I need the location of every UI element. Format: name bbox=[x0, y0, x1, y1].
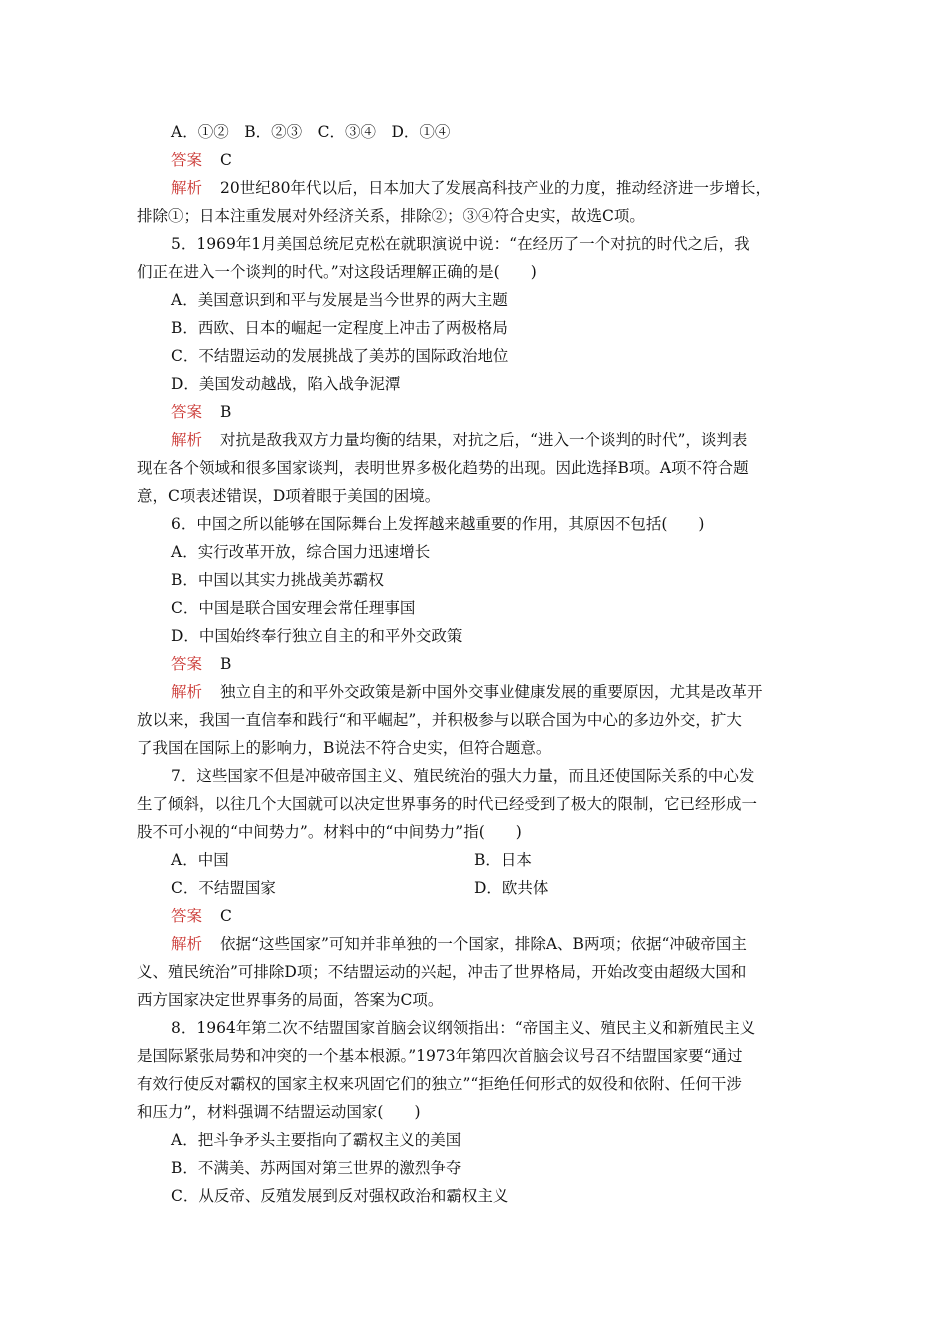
q7-analysis-line: 解析 依据“这些国家”可知并非单独的一个国家，排除A、B两项；依据“冲破帝国主 bbox=[171, 935, 747, 953]
analysis-label: 解析 bbox=[171, 431, 203, 449]
q7-analysis-line: 西方国家决定世界事务的局面，答案为C项。 bbox=[137, 991, 444, 1009]
answer-value: B bbox=[220, 655, 232, 673]
answer-label: 答案 bbox=[171, 403, 203, 421]
answer-value: C bbox=[220, 907, 232, 925]
answer-value: B bbox=[220, 403, 232, 421]
q5-option-d: D．美国发动越战，陷入战争泥潭 bbox=[171, 375, 401, 393]
q5-stem-line: 5．1969年1月美国总统尼克松在就职演说中说：“在经历了一个对抗的时代之后，我 bbox=[171, 235, 750, 253]
q7-option-c: C．不结盟国家 bbox=[171, 879, 276, 897]
q4-analysis-line: 解析 20世纪80年代以后，日本加大了发展高科技产业的力度，推动经济进一步增长， bbox=[171, 179, 771, 197]
q6-option-d: D．中国始终奉行独立自主的和平外交政策 bbox=[171, 627, 463, 645]
q6-answer bbox=[137, 650, 817, 678]
q6-analysis-line: 放以来，我国一直信奉和践行“和平崛起”，并积极参与以联合国为中心的多边外交，扩大 bbox=[137, 711, 742, 729]
q8-stem-line: 有效行使反对霸权的国家主权来巩固它们的独立”“拒绝任何形式的奴役和依附、任何干涉 bbox=[137, 1075, 742, 1093]
q8-option-b: B．不满美、苏两国对第三世界的激烈争夺 bbox=[171, 1159, 462, 1177]
q4-analysis-line: 排除①；日本注重发展对外经济关系，排除②；③④符合史实，故选C项。 bbox=[137, 207, 645, 225]
q7-options-row bbox=[137, 846, 817, 874]
q7-option-d: D．欧共体 bbox=[474, 879, 549, 897]
q6-option-c: C．中国是联合国安理会常任理事国 bbox=[171, 599, 416, 617]
analysis-label: 解析 bbox=[171, 935, 203, 953]
q5-analysis-line: 解析 对抗是敌我双方力量均衡的结果，对抗之后，“进入一个谈判的时代”，谈判表 bbox=[171, 431, 748, 449]
question-content bbox=[137, 118, 817, 1210]
q6-option-b: B．中国以其实力挑战美苏霸权 bbox=[171, 571, 384, 589]
q5-analysis-line: 现在各个领域和很多国家谈判，表明世界多极化趋势的出现。因此选择B项。A项不符合题 bbox=[137, 459, 749, 477]
q5-option-c: C．不结盟运动的发展挑战了美苏的国际政治地位 bbox=[171, 347, 509, 365]
q4-options: A．①② B．②③ C．③④ D．①④ bbox=[171, 123, 451, 141]
q6-analysis-line: 解析 独立自主的和平外交政策是新中国外交事业健康发展的重要原因，尤其是改革开 bbox=[171, 683, 763, 701]
answer-label: 答案 bbox=[171, 907, 203, 925]
q5-answer bbox=[137, 398, 817, 426]
q7-stem-line: 生了倾斜，以往几个大国就可以决定世界事务的时代已经受到了极大的限制，它已经形成一 bbox=[137, 795, 758, 813]
q7-analysis-line: 义、殖民统治”可排除D项；不结盟运动的兴起，冲击了世界格局，开始改变由超级大国和 bbox=[137, 963, 747, 981]
q6-option-a: A．实行改革开放，综合国力迅速增长 bbox=[171, 543, 431, 561]
q7-stem-line: 7．这些国家不但是冲破帝国主义、殖民统治的强大力量，而且还使国际关系的中心发 bbox=[171, 767, 755, 785]
q7-option-a: A．中国 bbox=[171, 851, 229, 869]
q7-stem-line: 股不可小视的“中间势力”。材料中的“中间势力”指( ) bbox=[137, 823, 522, 841]
answer-label: 答案 bbox=[171, 655, 203, 673]
q8-option-a: A．把斗争矛头主要指向了霸权主义的美国 bbox=[171, 1131, 462, 1149]
q8-stem-line: 是国际紧张局势和冲突的一个基本根源。”1973年第四次首脑会议号召不结盟国家要“通过 bbox=[137, 1047, 743, 1065]
q6-analysis-line: 了我国在国际上的影响力，B说法不符合史实，但符合题意。 bbox=[137, 739, 552, 757]
q5-option-b: B．西欧、日本的崛起一定程度上冲击了两极格局 bbox=[171, 319, 508, 337]
q5-stem-line: 们正在进入一个谈判的时代。”对这段话理解正确的是( ) bbox=[137, 263, 537, 281]
q8-stem-line: 8．1964年第二次不结盟国家首脑会议纲领指出：“帝国主义、殖民主义和新殖民主义 bbox=[171, 1019, 756, 1037]
q8-stem-line: 和压力”，材料强调不结盟运动国家( ) bbox=[137, 1103, 421, 1121]
analysis-label: 解析 bbox=[171, 179, 203, 197]
q7-options-row bbox=[137, 874, 817, 902]
answer-value: C bbox=[220, 151, 232, 169]
q7-option-b: B．日本 bbox=[474, 851, 532, 869]
analysis-label: 解析 bbox=[171, 683, 203, 701]
q6-stem-line: 6．中国之所以能够在国际舞台上发挥越来越重要的作用，其原因不包括( ) bbox=[171, 515, 705, 533]
q4-answer bbox=[137, 146, 817, 174]
answer-label: 答案 bbox=[171, 151, 203, 169]
q5-analysis-line: 意，C项表述错误，D项着眼于美国的困境。 bbox=[137, 487, 441, 505]
q8-option-c: C．从反帝、反殖发展到反对强权政治和霸权主义 bbox=[171, 1187, 509, 1205]
q7-answer bbox=[137, 902, 817, 930]
q5-option-a: A．美国意识到和平与发展是当今世界的两大主题 bbox=[171, 291, 508, 309]
